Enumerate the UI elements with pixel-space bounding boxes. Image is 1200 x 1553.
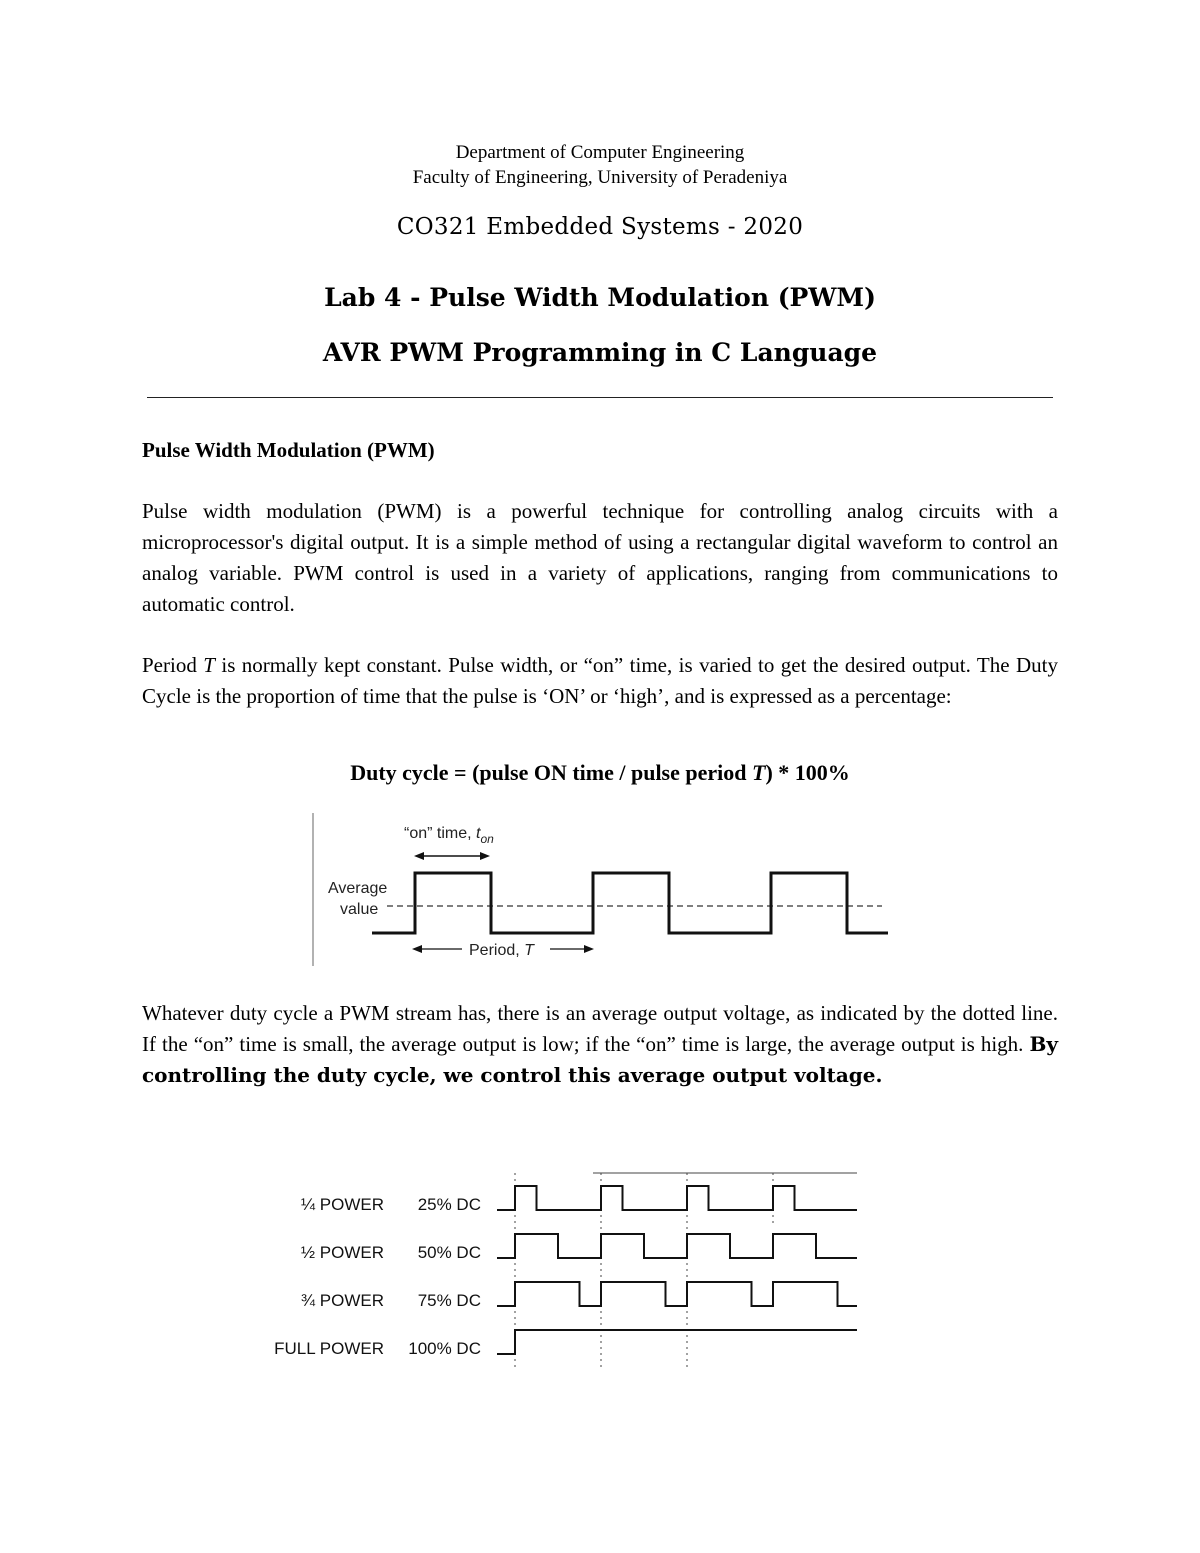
dc-waveform <box>497 1186 857 1210</box>
paragraph-text: Period <box>142 653 204 677</box>
on-time-label: “on” time, $t_{on}$ <box>404 825 494 846</box>
dc-waveform <box>497 1330 857 1354</box>
department-name: Department of Computer Engineering <box>455 142 745 163</box>
course-title: CO321 Embedded Systems - 2020 <box>396 214 804 240</box>
power-label: ½ POWER <box>300 1243 384 1262</box>
power-label: ¼ POWER <box>300 1195 384 1214</box>
dc-waveforms <box>497 1186 857 1354</box>
power-label: ¾ POWER <box>300 1291 384 1310</box>
formula-text: Duty cycle = (pulse ON time / pulse period <box>350 760 752 785</box>
duty-cycle-label: 25% DC <box>417 1195 481 1214</box>
dc-waveform <box>497 1282 857 1306</box>
duty-cycle-label: 50% DC <box>417 1243 481 1262</box>
emphasis-text: By controlling the duty cycle, we control this average output voltage. <box>142 1032 1058 1087</box>
lab-subtitle: AVR PWM Programming in C Language <box>322 338 878 367</box>
duty-cycle-comparison-figure <box>260 1165 870 1375</box>
dc-row-labels <box>274 1195 481 1358</box>
section-heading: Pulse Width Modulation (PWM) <box>142 438 435 462</box>
formula-period-symbol: T <box>752 760 766 785</box>
faculty-name: Faculty of Engineering, University of Peradeniya <box>412 167 788 188</box>
dc-waveform <box>497 1234 857 1258</box>
duty-cycle-label: 75% DC <box>417 1291 481 1310</box>
pwm-waveform <box>372 873 888 933</box>
average-value-label: value <box>340 901 379 918</box>
paragraph-text: is normally kept constant. Pulse width, or “on” time, is varied to get the desired output. The Duty Cycle is the proportion of time that the pulse is ‘ON’ or ‘high’, and is expressed as a percentage: <box>142 653 1058 708</box>
average-output-paragraph <box>142 998 1058 1091</box>
period-paragraph <box>142 650 1058 712</box>
average-value-label: Average <box>328 880 388 897</box>
duty-cycle-label: 100% DC <box>408 1339 481 1358</box>
formula-text: ) * 100% <box>765 760 850 785</box>
period-symbol: T <box>203 653 215 677</box>
power-label: FULL POWER <box>274 1339 384 1358</box>
title-divider <box>147 397 1053 398</box>
duty-cycle-formula <box>0 760 1200 786</box>
period-label: Period, T <box>469 942 534 959</box>
paragraph-text: Whatever duty cycle a PWM stream has, there is an average output voltage, as indicated by the dotted line. If the “on” time is small, the average output is low; if the “on” time is large, the average output is high. <box>142 1001 1058 1056</box>
intro-paragraph: Pulse width modulation (PWM) is a powerful technique for controlling analog circuits with a microprocessor's digital output. It is a simple method of using a rectangular digital waveform to control an analog variable. PWM control is used in a variety of applications, ranging from communications to automatic control. <box>142 499 1058 616</box>
lab-title: Lab 4 - Pulse Width Modulation (PWM) <box>324 283 876 312</box>
pwm-waveform-figure <box>300 808 900 973</box>
